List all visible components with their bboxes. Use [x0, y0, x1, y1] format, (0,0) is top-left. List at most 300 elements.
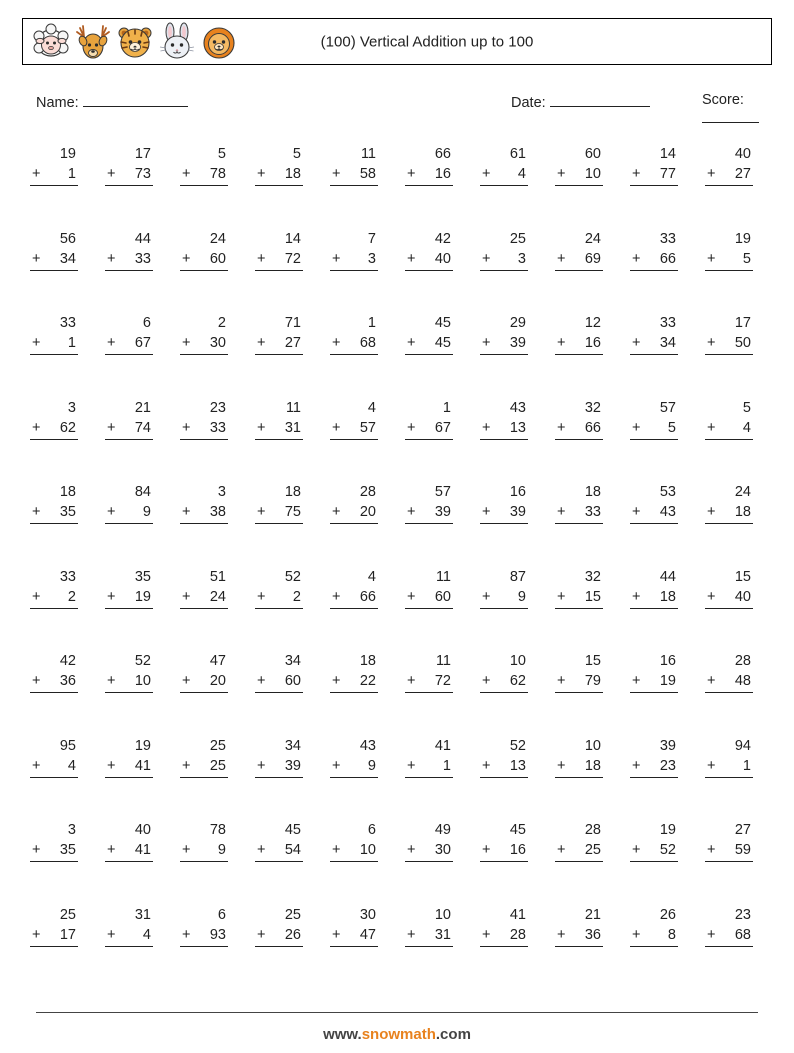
problem-cell	[322, 555, 397, 640]
addend-bottom: 25	[209, 757, 226, 774]
addend-bottom-row	[705, 756, 753, 778]
problem-cell	[97, 808, 172, 893]
addition-problem	[30, 736, 78, 778]
addend-bottom: 4	[742, 419, 751, 436]
addition-problem	[705, 398, 753, 440]
plus-operator: +	[332, 673, 341, 689]
plus-operator: +	[182, 673, 191, 689]
addition-problem	[330, 229, 378, 271]
addend-top: 45	[509, 822, 526, 838]
addend-bottom: 16	[509, 842, 526, 858]
addend-bottom-row	[630, 164, 678, 186]
problem-cell	[22, 132, 97, 217]
footer-com: .com	[435, 1026, 471, 1043]
plus-operator: +	[407, 757, 416, 774]
addend-bottom: 57	[359, 419, 376, 436]
addend-top: 61	[509, 146, 526, 162]
addend-bottom-row	[180, 418, 228, 440]
problem-cell	[97, 639, 172, 724]
problem-cell	[247, 893, 322, 978]
plus-operator: +	[632, 926, 641, 943]
addend-bottom-row	[705, 502, 753, 524]
plus-operator: +	[557, 250, 566, 267]
addend-top: 52	[284, 568, 301, 585]
plus-operator: +	[632, 335, 641, 351]
addend-top: 34	[284, 653, 301, 669]
problem-cell	[397, 386, 472, 471]
addition-problem	[705, 736, 753, 778]
addend-bottom: 39	[284, 757, 301, 774]
addend-bottom: 54	[284, 842, 301, 858]
addend-bottom: 17	[59, 926, 76, 943]
addend-bottom-row	[180, 502, 228, 524]
addend-bottom: 68	[734, 926, 751, 943]
addition-problem	[555, 313, 603, 355]
plus-operator: +	[182, 335, 191, 351]
addend-bottom: 35	[59, 842, 76, 858]
plus-operator: +	[557, 419, 566, 436]
addend-top: 3	[67, 399, 76, 416]
addend-bottom: 10	[359, 842, 376, 858]
plus-operator: +	[332, 166, 341, 182]
addend-bottom-row	[255, 249, 303, 271]
addition-problem	[30, 905, 78, 947]
addend-top: 17	[734, 315, 751, 331]
addend-bottom: 8	[667, 926, 676, 943]
problem-cell	[322, 639, 397, 724]
plus-operator: +	[32, 335, 41, 351]
addend-top: 4	[367, 568, 376, 585]
plus-operator: +	[482, 842, 491, 858]
problem-cell	[247, 301, 322, 386]
problem-cell	[547, 724, 622, 809]
addition-problem	[330, 820, 378, 862]
addend-bottom: 39	[509, 335, 526, 351]
plus-operator: +	[182, 926, 191, 943]
addend-bottom: 9	[142, 504, 151, 520]
addend-bottom-row	[630, 502, 678, 524]
plus-operator: +	[482, 673, 491, 689]
name-field-group	[36, 92, 188, 111]
addition-problem	[555, 905, 603, 947]
addition-problem	[180, 482, 228, 524]
problem-cell	[547, 132, 622, 217]
problem-cell	[322, 301, 397, 386]
page-title-text: (100) Vertical Addition up to 100	[320, 33, 534, 50]
plus-operator: +	[632, 673, 641, 689]
addend-bottom: 22	[359, 673, 376, 689]
problem-cell	[322, 470, 397, 555]
addition-problem	[180, 398, 228, 440]
addend-bottom-row	[330, 756, 378, 778]
addend-bottom-row	[330, 164, 378, 186]
addend-bottom-row	[330, 925, 378, 947]
plus-operator: +	[182, 842, 191, 858]
addend-bottom-row	[105, 333, 153, 355]
addition-problem	[480, 482, 528, 524]
addition-problem	[180, 567, 228, 609]
problem-cell	[22, 724, 97, 809]
problem-cell	[22, 808, 97, 893]
addend-bottom: 27	[284, 335, 301, 351]
addition-problem	[630, 905, 678, 947]
addend-bottom: 74	[134, 419, 151, 436]
plus-operator: +	[482, 419, 491, 436]
problem-cell	[172, 301, 247, 386]
addend-top: 23	[734, 906, 751, 923]
plus-operator: +	[482, 588, 491, 605]
addend-bottom: 33	[209, 419, 226, 436]
addend-bottom-row	[255, 840, 303, 862]
rabbit-icon	[157, 22, 197, 62]
addend-bottom-row	[30, 756, 78, 778]
plus-operator: +	[707, 842, 716, 858]
addition-problem	[555, 736, 603, 778]
plus-operator: +	[257, 250, 266, 267]
problem-cell	[22, 470, 97, 555]
addend-bottom-row	[405, 418, 453, 440]
addition-problem	[630, 651, 678, 693]
problem-cell	[22, 386, 97, 471]
plus-operator: +	[407, 673, 416, 689]
addend-bottom-row	[630, 418, 678, 440]
addend-top: 56	[59, 230, 76, 247]
addend-top: 29	[509, 315, 526, 331]
addend-top: 32	[584, 568, 601, 585]
addend-top: 1	[442, 399, 451, 416]
plus-operator: +	[707, 250, 716, 267]
addend-bottom-row	[705, 840, 753, 862]
addend-bottom: 9	[517, 588, 526, 605]
plus-operator: +	[32, 926, 41, 943]
problem-cell	[172, 132, 247, 217]
addend-bottom-row	[630, 925, 678, 947]
addition-problem	[555, 398, 603, 440]
addend-top: 19	[659, 822, 676, 838]
addend-bottom-row	[330, 671, 378, 693]
addend-bottom: 68	[359, 335, 376, 351]
addend-top: 16	[659, 653, 676, 669]
addition-problem	[405, 651, 453, 693]
problem-cell	[547, 301, 622, 386]
addend-bottom-row	[405, 671, 453, 693]
problem-cell	[397, 808, 472, 893]
problem-cell	[247, 808, 322, 893]
addend-bottom: 27	[734, 166, 751, 182]
addend-bottom: 36	[59, 673, 76, 689]
addition-problem	[255, 820, 303, 862]
addend-bottom: 67	[134, 335, 151, 351]
addition-problem	[630, 820, 678, 862]
addend-bottom: 62	[59, 419, 76, 436]
problem-cell	[697, 386, 772, 471]
plus-operator: +	[107, 673, 116, 689]
problem-cell	[97, 386, 172, 471]
addend-bottom: 39	[434, 504, 451, 520]
plus-operator: +	[407, 419, 416, 436]
problem-cell	[172, 724, 247, 809]
addend-bottom-row	[105, 164, 153, 186]
plus-operator: +	[182, 504, 191, 520]
plus-operator: +	[557, 673, 566, 689]
plus-operator: +	[182, 250, 191, 267]
addend-bottom-row	[330, 502, 378, 524]
addend-bottom-row	[480, 840, 528, 862]
addition-problem	[105, 567, 153, 609]
addend-bottom: 52	[659, 842, 676, 858]
addend-top: 39	[659, 737, 676, 754]
addition-problem	[330, 313, 378, 355]
addition-problem	[30, 144, 78, 186]
addend-top: 33	[659, 315, 676, 331]
addend-bottom-row	[255, 671, 303, 693]
plus-operator: +	[32, 588, 41, 605]
name-label: Name:	[36, 95, 79, 111]
problem-cell	[547, 470, 622, 555]
addend-top: 25	[284, 906, 301, 923]
addition-problem	[630, 144, 678, 186]
addition-problem	[405, 313, 453, 355]
plus-operator: +	[332, 335, 341, 351]
addend-top: 28	[584, 822, 601, 838]
plus-operator: +	[482, 250, 491, 267]
addition-problem	[180, 313, 228, 355]
footer-www: www.	[323, 1026, 362, 1043]
problem-cell	[247, 639, 322, 724]
problem-cell	[397, 132, 472, 217]
addition-problem	[705, 567, 753, 609]
problem-cell	[622, 555, 697, 640]
problem-cell	[172, 639, 247, 724]
addition-problem	[480, 398, 528, 440]
problem-grid	[22, 132, 772, 977]
addition-problem	[105, 398, 153, 440]
problem-cell	[172, 470, 247, 555]
problem-cell	[472, 301, 547, 386]
addend-top: 28	[734, 653, 751, 669]
plus-operator: +	[32, 419, 41, 436]
addend-top: 32	[584, 399, 601, 416]
addend-top: 34	[284, 737, 301, 754]
addend-top: 19	[59, 146, 76, 162]
addend-bottom-row	[105, 756, 153, 778]
problem-cell	[322, 386, 397, 471]
addition-problem	[30, 567, 78, 609]
addend-bottom-row	[255, 418, 303, 440]
score-input[interactable]	[702, 108, 759, 123]
problem-cell	[247, 470, 322, 555]
addend-top: 42	[434, 230, 451, 247]
addend-top: 6	[367, 822, 376, 838]
plus-operator: +	[182, 166, 191, 182]
addend-top: 5	[217, 146, 226, 162]
addend-top: 87	[509, 568, 526, 585]
addition-problem	[705, 229, 753, 271]
plus-operator: +	[707, 588, 716, 605]
footer-divider	[36, 1012, 758, 1013]
plus-operator: +	[107, 926, 116, 943]
addend-top: 45	[434, 315, 451, 331]
addend-bottom-row	[30, 671, 78, 693]
plus-operator: +	[332, 419, 341, 436]
addition-problem	[105, 905, 153, 947]
addition-problem	[480, 313, 528, 355]
addition-problem	[30, 651, 78, 693]
plus-operator: +	[632, 419, 641, 436]
addition-problem	[255, 398, 303, 440]
problem-cell	[622, 639, 697, 724]
addend-bottom: 18	[734, 504, 751, 520]
addend-bottom: 16	[584, 335, 601, 351]
addend-bottom: 25	[584, 842, 601, 858]
problem-cell	[247, 386, 322, 471]
problem-cell	[472, 639, 547, 724]
addition-problem	[105, 736, 153, 778]
problem-cell	[622, 808, 697, 893]
addend-bottom-row	[630, 249, 678, 271]
plus-operator: +	[632, 166, 641, 182]
addend-top: 14	[284, 230, 301, 247]
addend-top: 25	[209, 737, 226, 754]
addend-bottom: 38	[209, 504, 226, 520]
addition-problem	[180, 820, 228, 862]
plus-operator: +	[332, 250, 341, 267]
addend-bottom: 4	[517, 166, 526, 182]
plus-operator: +	[107, 166, 116, 182]
plus-operator: +	[257, 419, 266, 436]
addend-top: 18	[359, 653, 376, 669]
problem-cell	[172, 386, 247, 471]
plus-operator: +	[557, 926, 566, 943]
addend-top: 44	[134, 230, 151, 247]
addend-top: 2	[217, 315, 226, 331]
problem-cell	[247, 724, 322, 809]
problem-cell	[97, 470, 172, 555]
addend-top: 60	[584, 146, 601, 162]
addend-top: 11	[360, 146, 376, 162]
addend-bottom-row	[255, 502, 303, 524]
plus-operator: +	[32, 842, 41, 858]
problem-cell	[472, 470, 547, 555]
plus-operator: +	[257, 842, 266, 858]
addition-problem	[330, 736, 378, 778]
addend-bottom-row	[255, 587, 303, 609]
plus-operator: +	[107, 250, 116, 267]
addition-problem	[330, 482, 378, 524]
problem-cell	[697, 724, 772, 809]
addition-problem	[705, 905, 753, 947]
addend-bottom-row	[480, 418, 528, 440]
name-input[interactable]	[83, 92, 188, 107]
addend-bottom: 67	[434, 419, 451, 436]
addend-bottom: 3	[367, 250, 376, 267]
addend-bottom: 2	[67, 588, 76, 605]
plus-operator: +	[107, 335, 116, 351]
addend-top: 19	[134, 737, 151, 754]
addend-top: 52	[134, 653, 151, 669]
plus-operator: +	[557, 504, 566, 520]
addition-problem	[255, 313, 303, 355]
addend-top: 18	[584, 484, 601, 500]
addend-bottom-row	[330, 587, 378, 609]
plus-operator: +	[482, 757, 491, 774]
addend-bottom: 58	[359, 166, 376, 182]
plus-operator: +	[257, 926, 266, 943]
problem-cell	[97, 301, 172, 386]
plus-operator: +	[257, 673, 266, 689]
addend-top: 52	[509, 737, 526, 754]
lion-icon	[199, 22, 239, 62]
addend-bottom: 77	[659, 166, 676, 182]
addition-problem	[105, 482, 153, 524]
addition-problem	[105, 229, 153, 271]
addend-bottom: 48	[734, 673, 751, 689]
addend-bottom-row	[555, 756, 603, 778]
plus-operator: +	[332, 842, 341, 858]
addition-problem	[180, 144, 228, 186]
plus-operator: +	[707, 926, 716, 943]
addend-bottom-row	[630, 756, 678, 778]
plus-operator: +	[557, 757, 566, 774]
addend-bottom-row	[30, 840, 78, 862]
addition-problem	[630, 482, 678, 524]
date-input[interactable]	[550, 92, 650, 107]
addend-bottom: 16	[434, 166, 451, 182]
addend-top: 24	[584, 230, 601, 247]
plus-operator: +	[257, 166, 266, 182]
addition-problem	[255, 651, 303, 693]
problem-cell	[622, 470, 697, 555]
addend-bottom: 75	[284, 504, 301, 520]
addend-bottom: 2	[292, 588, 301, 605]
plus-operator: +	[632, 588, 641, 605]
score-field-group	[702, 92, 772, 127]
addition-problem	[705, 482, 753, 524]
addition-problem	[630, 313, 678, 355]
problem-cell	[322, 893, 397, 978]
addend-bottom: 18	[284, 166, 301, 182]
addend-bottom-row	[405, 164, 453, 186]
problem-cell	[472, 808, 547, 893]
addend-bottom-row	[555, 587, 603, 609]
plus-operator: +	[182, 419, 191, 436]
problem-cell	[622, 893, 697, 978]
problem-cell	[697, 639, 772, 724]
addition-problem	[405, 905, 453, 947]
addend-bottom-row	[405, 333, 453, 355]
plus-operator: +	[707, 673, 716, 689]
addend-bottom-row	[30, 333, 78, 355]
addend-bottom-row	[405, 756, 453, 778]
addend-bottom-row	[30, 502, 78, 524]
addend-bottom-row	[330, 840, 378, 862]
addend-top: 24	[734, 484, 751, 500]
addend-bottom: 47	[359, 926, 376, 943]
plus-operator: +	[107, 842, 116, 858]
plus-operator: +	[107, 588, 116, 605]
addition-problem	[330, 398, 378, 440]
addend-bottom-row	[705, 249, 753, 271]
addition-problem	[555, 820, 603, 862]
addend-bottom: 30	[434, 842, 451, 858]
addend-top: 14	[659, 146, 676, 162]
addend-bottom: 41	[134, 757, 151, 774]
addend-bottom: 66	[359, 588, 376, 605]
addend-bottom-row	[705, 418, 753, 440]
addend-bottom: 62	[509, 673, 526, 689]
addend-top: 95	[59, 737, 76, 754]
problem-cell	[397, 893, 472, 978]
